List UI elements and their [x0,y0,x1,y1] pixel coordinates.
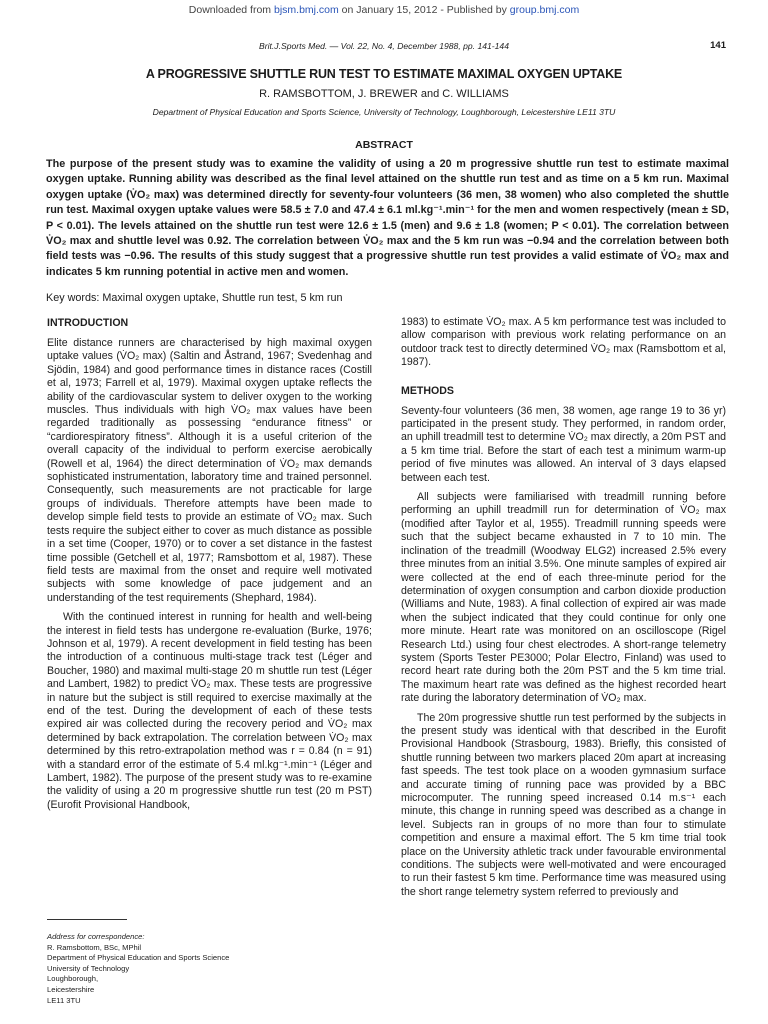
download-middle: on January 15, 2012 - Published by [338,4,510,16]
footnote-line: Department of Physical Education and Sports Science [47,953,230,963]
introduction-paragraph-1: Elite distance runners are characterised by high maximal oxygen uptake values (V̇O₂ max) (Saltin and Åstrand, 1967; Svedenhag and Sjödin, 1984) and good performance times in distance races (Costill et al, 1973; Farrell et al, 1979). Maximal oxygen uptake reflects the ability of the cardiovascular system to deliver oxygen to the working muscles. Thus individuals with high V̇O₂ max values have been regarded traditionally as possessing “endurance fitness” or “cardiorespiratory fitness”. Although it is a useful criterion of the overall capacity of the individual to perform exercise aerobically (Rowell et al, 1964) the direct determination of V̇O₂ max demands sophisticated instrumentation, laboratory time and trained personnel. Consequently, such measurements are not practicable for large groups of individuals. Therefore attempts have been made to develop simple field tests to provide an estimate of V̇O₂ max. Such tests require the subject either to cover as much distance as possible in a set time (Cooper, 1970) or to cover a set distance in the fastest time possible (Getchell et al, 1977; Ramsbottom et al, 1987). These field tests are maximal from the onset and require well motivated subjects with some knowledge of pace judgement and an understanding of the test requirements (Shephard, 1984). [47,337,372,604]
journal-reference: Brit.J.Sports Med. — Vol. 22, No. 4, December 1988, pp. 141-144 [259,41,509,51]
download-line [0,4,768,16]
introduction-heading: INTRODUCTION [47,317,129,329]
keywords: Key words: Maximal oxygen uptake, Shuttle run test, 5 km run [46,292,343,304]
paper-title: A PROGRESSIVE SHUTTLE RUN TEST TO ESTIMATE MAXIMAL OXYGEN UPTAKE [145,67,623,81]
footnote-line: University of Technology [47,963,130,973]
methods-paragraph-1: Seventy-four volunteers (36 men, 38 women, age range 19 to 36 yr) participated in the present study. They performed, in random order, an uphill treadmill test to determine V̇O₂ max directly, a 20m PST and a 5 km time trial. Before the start of each test a minimum warm-up period of five minutes was allowed. An interval of 3 days elapsed between each test. [401,404,726,484]
footnote-heading: Address for correspondence: [47,932,145,941]
download-prefix: Downloaded from [188,4,274,16]
footnote-line: LE11 3TU [47,995,81,1005]
footnote-line: R. Ramsbottom, BSc, MPhil [47,942,142,952]
footnote-divider [47,919,127,920]
affiliation: Department of Physical Education and Sports Science, University of Technology, Loughborough, Leicestershire LE11 3TU [152,107,616,117]
left-column [47,316,372,818]
correspondence-footnote [47,932,347,1006]
authors: R. RAMSBOTTOM, J. BREWER and C. WILLIAMS [259,88,509,100]
group-bmj-link[interactable]: group.bmj.com [509,4,580,16]
page-number: 141 [710,40,726,51]
introduction-continuation: 1983) to estimate V̇O₂ max. A 5 km performance test was included to allow comparison with previous work relating performance on an outdoor track test to directly determined V̇O₂ max (Ramsbottom et al, 1987). [401,316,726,369]
footnote-line: Loughborough, [47,974,99,984]
methods-paragraph-2: All subjects were familiarised with treadmill running before performing an uphill treadmill run for determination of V̇O₂ max (modified after Taylor et al, 1955). Treadmill running speeds were such that the subject became exhausted in 7 to 10 min. The inclination of the treadmill (Woodway ELG2) increased 2.5% every three minutes from an initial 3.5%. One minute samples of expired air were collected at the end of each three-minute period for the determination of oxygen consumption and carbon dioxide production (Williams and Nute, 1983). A final collection of expired air was made when the subject indicated that they could continue for only one more minute. Heart rate was monitored on an oscilloscope (Rigel Research Ltd.) using four chest electrodes. A short-range telemetry system (Sports Tester PE3000; Polar Electro, Finland) was used to record heart rate during both the 20m PST and the 5 km time trial. The maximum heart rate was defined as the highest recorded heart rate during the laboratory determination of V̇O₂ max. [401,491,726,705]
introduction-paragraph-2: With the continued interest in running for health and well-being the interest in field tests has undergone re-evaluation (Burke, 1976; Johnson et al, 1979). A recent development in field testing has been the introduction of a continuous multi-stage track test (Léger and Boucher, 1980) and maximal multi-stage 20 m shuttle run test (Léger and Lambert, 1982) to predict V̇O₂ max. These tests are progressive in nature but the subject is still required to exercise maximally at the end of the test. During the development of each of these tests expired air was collected during the recovery period and V̇O₂ max determined by back extrapolation. The correlation between V̇O₂ max determined by this retro-extrapolation method was r = 0.84 (n = 91) with a standard error of the estimate of 5.4 ml.kg⁻¹.min⁻¹ (Léger and Lambert, 1982). The purpose of the present study was to re-examine the validity of using a 20 m progressive shuttle run test (20 m PST) (Eurofit Provisional Handbook, [47,611,372,811]
methods-paragraph-3: The 20m progressive shuttle run test performed by the subjects in the present study was identical with that described in the Eurofit Provisional Handbook (Strasbourg, 1983). Briefly, this consisted of shuttle running between two markers placed 20m apart at increasing fast speeds. The test took place on a wooden gymnasium surface and accurate timing of running pace was provided by a BBC microcomputer. The running speed increased 0.14 m.s⁻¹ each minute, this change in running speed was described as a change in level. Subjects ran in groups of no more than four to stimulate competition and ensure a maximal effort. The 5 km time trial took place on the University athletic track under favourable environmental conditions. The subjects were well-motivated and were encouraged to run their fastest 5 km time. Performance time was measured using the short range telemetry system referred to previously and [401,711,726,898]
methods-heading: METHODS [401,384,454,397]
abstract-heading: ABSTRACT [355,139,413,151]
right-column [401,316,726,905]
abstract-text: The purpose of the present study was to examine the validity of using a 20 m progressive shuttle run test to estimate maximal oxygen uptake. Running ability was described as the final level attained on the shuttle run test and as time on a 5 km run. Maximal oxygen uptake (V̇O₂ max) was determined directly for seventy-four volunteers (36 men, 38 women) who also completed the shuttle run test. Maximal oxygen uptake values were 58.5 ± 7.0 and 47.4 ± 6.1 ml.kg⁻¹.min⁻¹ for the men and women respectively (mean ± SD, P < 0.01). The levels attained on the shuttle run test were 12.6 ± 1.5 (men) and 9.6 ± 1.8 (women; P < 0.01). The correlation between V̇O₂ max and shuttle level was 0.92. The correlation between V̇O₂ max and the 5 km run was −0.94 and the correlation between both field tests was −0.96. The results of this study suggest that a progressive shuttle run test provides a valid estimate of V̇O₂ max and indicates 5 km running potential in active men and women. [46,158,729,278]
bjsm-link[interactable]: bjsm.bmj.com [273,4,339,16]
footnote-line: Leicestershire [47,984,95,994]
